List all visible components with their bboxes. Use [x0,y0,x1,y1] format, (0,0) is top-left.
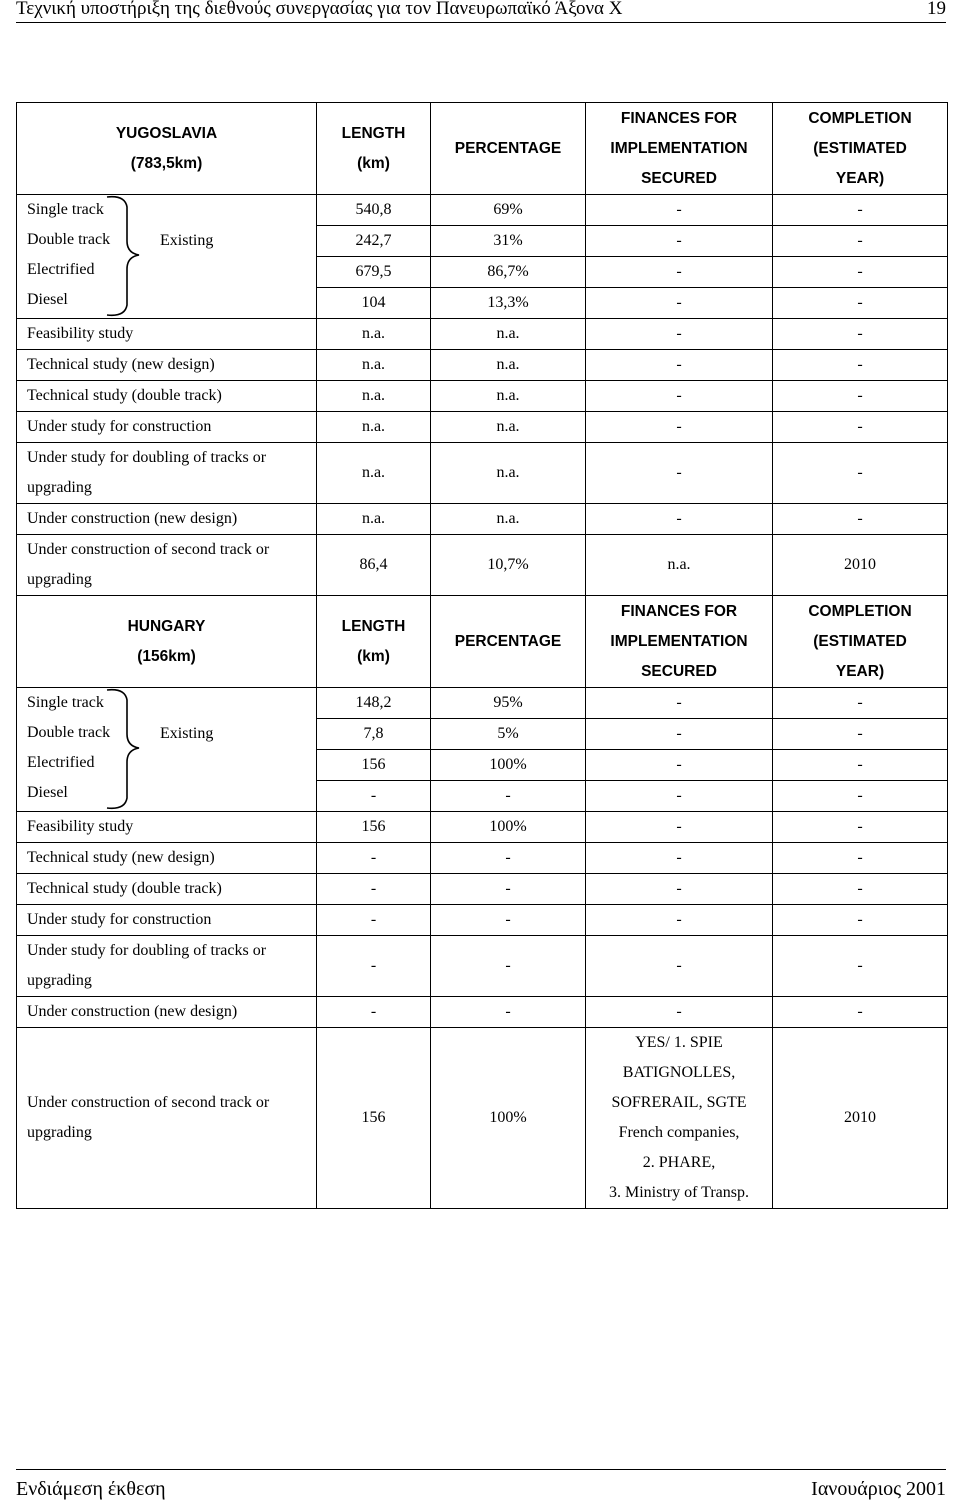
existing-label: Existing [160,725,214,742]
table-row: Under study for doubling of tracks or upgrading - - - - [17,936,948,997]
finances-detail-cell: YES/ 1. SPIE BATIGNOLLES, SOFRERAIL, SGTE French companies, 2. PHARE, 3. Ministry of Transp. [586,1028,773,1209]
table-row: Feasibility study 156 100% - - [17,812,948,843]
col-length-header: LENGTH (km) [317,596,431,688]
table-row: Under construction (new design) - - - - [17,997,948,1028]
table-row: Under construction (new design) n.a. n.a. - - [17,504,948,535]
table-row: Under study for construction - - - - [17,905,948,936]
table-row: 156 100% - - [17,750,948,781]
table-row: 679,5 86,7% - - [17,257,948,288]
country-name: HUNGARY [127,617,206,635]
table-row: Technical study (new design) - - - - [17,843,948,874]
country-name: YUGOSLAVIA [115,124,218,142]
brace-icon [105,686,145,812]
table-row: - - - - [17,781,948,812]
railway-status-table [16,102,948,1209]
country-length: (156km) [137,647,196,665]
table-row: Technical study (double track) n.a. n.a. - - [17,381,948,412]
table-row: 7,8 5% - - [17,719,948,750]
col-completion-header: COMPLETION (ESTIMATED YEAR) [773,103,948,195]
col-percentage-header: PERCENTAGE [431,596,586,688]
table-row: Technical study (new design) n.a. n.a. - - [17,350,948,381]
yugoslavia-header-row [17,103,948,195]
country-length: (783,5km) [130,154,203,172]
page-header [16,0,946,23]
brace-icon [105,193,145,319]
table-row: Feasibility study n.a. n.a. - - [17,319,948,350]
table-row: Under study for doubling of tracks or upgrading n.a. n.a. - - [17,443,948,504]
table-row: Under construction of second track or upgrading 86,4 10,7% n.a. 2010 [17,535,948,596]
col-finances-header: FINANCES FOR IMPLEMENTATION SECURED [586,103,773,195]
header-title: Τεχνική υποστήριξη της διεθνούς συνεργασίας για τον Πανευρωπαϊκό Άξονα X [16,0,623,19]
table-row: Technical study (double track) - - - - [17,874,948,905]
existing-group-cell: Single track Double track Electrified Diesel Existing [17,688,317,812]
hungary-header-row [17,596,948,688]
page-number: 19 [927,0,946,19]
footer-date: Ιανουάριος 2001 [811,1478,946,1500]
col-percentage-header: PERCENTAGE [431,103,586,195]
country-cell-hungary [17,596,317,688]
table-row: 104 13,3% - - [17,288,948,319]
country-cell-yugoslavia [17,103,317,195]
col-completion-header: COMPLETION (ESTIMATED YEAR) [773,596,948,688]
table-row: Under construction of second track or upgrading 156 100% YES/ 1. SPIE BATIGNOLLES, SOFRERAIL, SGTE French companies, 2. PHARE, 3. Ministry of Transp. 2010 [17,1028,948,1209]
footer-report-name: Ενδιάμεση έκθεση [16,1478,166,1500]
table-row: Under study for construction n.a. n.a. - - [17,412,948,443]
col-finances-header: FINANCES FOR IMPLEMENTATION SECURED [586,596,773,688]
table-row: 242,7 31% - - [17,226,948,257]
existing-label: Existing [160,232,214,249]
page-footer [16,1469,946,1506]
existing-group-cell: Single track Double track Electrified Diesel Existing [17,195,317,319]
col-length-header: LENGTH (km) [317,103,431,195]
table-row: Single track Double track Electrified Diesel Existing 540,8 69% - - [17,195,948,226]
table-row: Single track Double track Electrified Diesel Existing 148,2 95% - - [17,688,948,719]
